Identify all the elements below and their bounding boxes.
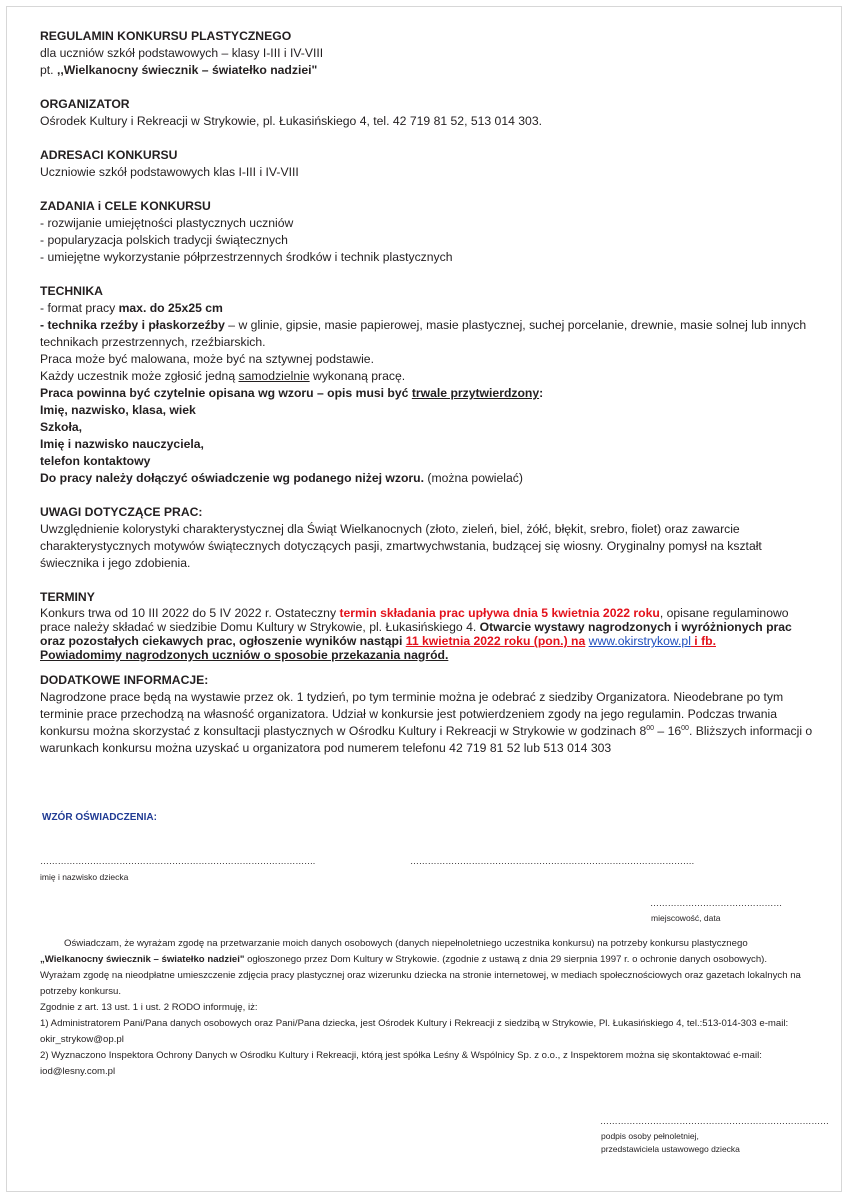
label-field: telefon kontaktowy	[40, 454, 151, 468]
additional-heading: DODATKOWE INFORMACJE:	[40, 673, 209, 687]
label-underlined: trwale przytwierdzony	[411, 386, 540, 400]
document-subtitle: dla uczniów szkół podstawowych – klasy I-III i IV-VIII	[40, 46, 324, 60]
organizer-heading: ORGANIZATOR	[40, 97, 130, 111]
dates-part: , opisane regulaminowo prace należy składać w siedzibie Domu Kultury w Strykowie, pl. Łukasińskiego 4.	[40, 606, 789, 634]
goal-item: - rozwijanie umiejętności plastycznych uczniów	[40, 216, 294, 230]
results-date: 11 kwietnia 2022 roku (pon.) na	[405, 634, 586, 648]
consent-a: Oświadczam, że wyrażam zgodę na przetwarzanie moich danych osobowych (danych niepełnoletniego uczestnika konkursu) na potrzeby konkursu plastycznego	[64, 938, 748, 949]
rodo-intro: Zgodnie z art. 13 ust. 1 i ust. 2 RODO informuję, iż:	[40, 1002, 258, 1013]
dates-heading: TERMINY	[40, 590, 95, 604]
regulations-document	[40, 28, 818, 757]
consent-b: ogłoszonego przez Dom Kultury w Strykowie. (zgodnie z ustawą z dnia 29 sierpnia 1997 r. o ochronie danych osobowych). Wyrażam zgodę na nieodpłatne umieszczenie zdjęcia pracy plastycznej oraz wizerunku dziecka na stronie internetowej, w mediach społecznościowych oraz gazetach lokalnych na potrzeby konkursu.	[40, 954, 801, 997]
addressees-text: Uczniowie szkół podstawowych klas I-III i IV-VIII	[40, 165, 299, 179]
competition-theme	[40, 62, 818, 79]
rodo-point-1: 1) Administratorem Pani/Pana danych osobowych oraz Pani/Pana dziecka, jest Ośrodek Kultury i Rekreacji z siedzibą w Strykowie, Pl. Łukasińskiego 4, tel.:513-014-303 e-mail: okir_strykow@op.pl	[40, 1018, 789, 1045]
signature-caption-1: podpis osoby pełnoletniej,	[601, 1131, 699, 1141]
hour-superscript: 00	[646, 725, 655, 732]
remarks-heading: UWAGI DOTYCZĄCE PRAC:	[40, 505, 203, 519]
goal-item: - umiejętne wykorzystanie półprzestrzennych środków i technik plastycznych	[40, 250, 453, 264]
technique-line	[40, 317, 818, 351]
additional-c: . Bliższych informacji o warunkach konkursu można uzyskać u organizatora pod numerem telefonu 42 719 81 52 lub 513 014 303	[40, 724, 813, 755]
attach-line	[40, 470, 818, 487]
theme-prefix: pt.	[40, 63, 57, 77]
child-name-line[interactable]: ………………………………………………………………………………….	[40, 856, 316, 866]
each-a: Każdy uczestnik może zgłosić jedną	[40, 369, 239, 383]
technique-type: - technika rzeźby i płaskorzeźby	[40, 318, 225, 332]
consent-theme: „Wielkanocny świecznik – światełko nadziei"	[40, 954, 245, 965]
attach-rest: (można powielać)	[424, 471, 523, 485]
attach-bold: Do pracy należy dołączyć oświadczenie wg podanego niżej wzoru.	[40, 471, 424, 485]
dates-part: Konkurs trwa od 10 III 2022 do 5 IV 2022 r. Ostateczny	[40, 606, 340, 620]
additional-text	[40, 689, 818, 757]
consent-paragraph	[40, 936, 802, 1000]
website-link[interactable]: www.okirstrykow.pl	[588, 634, 691, 648]
hour-superscript: 00	[681, 725, 689, 732]
goals-heading: ZADANIA i CELE KONKURSU	[40, 199, 211, 213]
remarks-text: Uwzględnienie kolorystyki charakterystycznej dla Świąt Wielkanocnych (złoto, zieleń, biel, żółć, błękit, srebro, fiolet) oraz zawarcie charakterystycznych motywów świątecznych dotyczących pasji, zmartwychwstania, budzącej się wiosny. Oryginalny pomysł na kształt świecznika i jego zdobienia.	[40, 522, 762, 570]
second-line[interactable]: …………………………………………………………………………………….	[410, 856, 694, 866]
painted-line: Praca może być malowana, może być na sztywnej podstawie.	[40, 352, 374, 366]
declaration-title: WZÓR OŚWIADCZENIA:	[42, 812, 157, 823]
each-underlined: samodzielnie	[238, 369, 310, 383]
deadline-highlight: termin składania prac upływa dnia 5 kwietnia 2022 roku	[339, 606, 660, 620]
each-participant-line	[40, 368, 818, 385]
format-size: max. do 25x25 cm	[118, 301, 223, 315]
format-prefix: - format pracy	[40, 301, 119, 315]
label-field: Imię i nazwisko nauczyciela,	[40, 437, 204, 451]
document-title: REGULAMIN KONKURSU PLASTYCZNEGO	[40, 29, 292, 43]
label-requirement-line	[40, 385, 818, 402]
each-b: wykonaną pracę.	[309, 369, 406, 383]
child-name-caption: imię i nazwisko dziecka	[40, 872, 129, 882]
technique-heading: TECHNIKA	[40, 284, 103, 298]
place-date-caption: miejscowość, data	[651, 913, 721, 923]
signature-caption-2: przedstawiciela ustawowego dziecka	[601, 1144, 740, 1154]
label-b: :	[539, 386, 544, 400]
rodo-point-2: 2) Wyznaczono Inspektora Ochrony Danych w Ośrodku Kultury i Rekreacji, którą jest spółka Leśny & Wspólnicy Sp. z o.o., z Inspektorem można się skontaktować e-mail: iod@lesny.com.pl	[40, 1050, 762, 1077]
declaration-text	[40, 936, 802, 1080]
signature-line[interactable]: ……………………………………………………………………	[600, 1116, 829, 1126]
goal-item: - popularyzacja polskich tradycji świątecznych	[40, 233, 288, 247]
exhibition-announcement: Otwarcie wystawy nagrodzonych i wyróżnionych prac oraz pozostałych ciekawych prac, ogłoszenie wyników nastąpi	[40, 620, 792, 648]
additional-a: Nagrodzone prace będą na wystawie przez ok. 1 tydzień, po tym terminie można je odebrać z siedziby Organizatora. Nieodebrane po tym terminie prace przechodzą na własność organizatora. Udział w konkursie jest potwierdzeniem zgody na jego regulamin. Podczas trwania konkursu można skorzystać z konsultacji plastycznych w Ośrodku Kultury i Rekreacji w Strykowie w godzinach 8	[40, 690, 784, 738]
place-date-line[interactable]: ………………………………………	[650, 898, 783, 908]
label-a: Praca powinna być czytelnie opisana wg wzoru – opis musi być	[40, 386, 412, 400]
dates-text	[40, 606, 818, 662]
technique-materials: – w glinie, gipsie, masie papierowej, masie plastycznej, suchej porcelanie, drewnie, masie solnej lub innych technikach przestrzennych, rzeźbiarskich.	[40, 318, 807, 349]
format-line	[40, 300, 818, 317]
theme-name: ,,Wielkanocny świecznik – światełko nadziei"	[56, 63, 318, 77]
label-field: Imię, nazwisko, klasa, wiek	[40, 403, 196, 417]
organizer-text: Ośrodek Kultury i Rekreacji w Strykowie, pl. Łukasińskiego 4, tel. 42 719 81 52, 513 014 303.	[40, 114, 542, 128]
label-field: Szkoła,	[40, 420, 82, 434]
addressees-heading: ADRESACI KONKURSU	[40, 148, 178, 162]
prize-notice: Powiadomimy nagrodzonych uczniów o sposobie przekazania nagród.	[40, 648, 449, 662]
additional-b: – 16	[654, 724, 682, 738]
fb-mention: i fb.	[690, 634, 716, 648]
